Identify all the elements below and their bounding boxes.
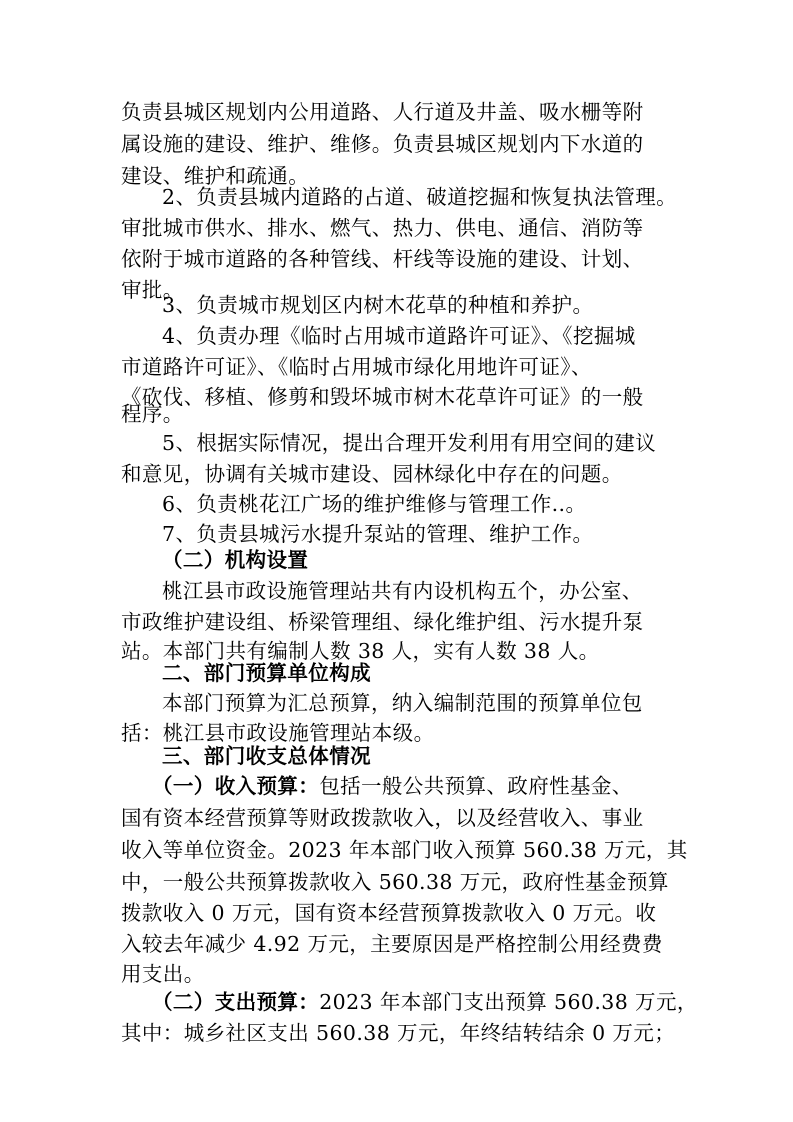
text-line: 2023 年本部门支出预算 560.38 万元，	[319, 990, 698, 1014]
list-item-5: 5、根据实际情况，提出合理开发利用有用空间的建议	[162, 431, 657, 455]
text-line: 国有资本经营预算等财政拨款收入，以及经营收入、事业	[121, 806, 644, 830]
section-heading-overall: 三、部门收支总体情况	[162, 744, 371, 768]
text-line: 市道路许可证》、《临时占用城市绿化用地许可证》、	[121, 355, 592, 379]
text-line: 入较去年减少 4.92 万元，主要原因是严格控制公用经费费	[121, 932, 663, 956]
text-line: 审批。	[121, 278, 184, 302]
text-line: 市政维护建设组、桥梁管理组、绿化维护组、污水提升泵	[121, 610, 644, 634]
text-line: 收入等单位资金。2023 年本部门收入预算 560.38 万元，其	[121, 838, 688, 862]
list-item-4: 4、负责办理《临时占用城市道路许可证》、《挖掘城	[162, 324, 636, 348]
text-line: 桃江县市政设施管理站共有内设机构五个，办公室、	[162, 579, 643, 603]
text-line: 包括一般公共预算、政府性基金、	[319, 774, 633, 798]
section-heading-org: （二）机构设置	[162, 548, 309, 572]
list-item-3: 3、负责城市规划区内树木花草的种植和养护。	[162, 293, 594, 317]
text-line: 中，一般公共预算拨款收入 560.38 万元，政府性基金预算	[121, 870, 669, 894]
text-line: 用支出。	[121, 962, 205, 986]
text-line: 负责县城区规划内公用道路、人行道及井盖、吸水栅等附	[121, 100, 644, 124]
text-line: 建设、维护和疏通。	[121, 164, 310, 188]
text-line: 依附于城市道路的各种管线、杆线等设施的建设、计划、	[121, 247, 644, 271]
list-item-2: 2、负责县城内道路的占道、破道挖掘和恢复执法管理。	[162, 185, 678, 209]
income-budget-label: （一）收入预算：	[152, 774, 320, 798]
list-item-6: 6、负责桃花江广场的维护维修与管理工作..。	[162, 492, 587, 516]
text-line: 其中：城乡社区支出 560.38 万元，年终结转结余 0 万元；	[121, 1021, 676, 1045]
text-line: 括：桃江县市政设施管理站本级。	[121, 721, 435, 745]
expense-budget-label: （二）支出预算：	[152, 990, 320, 1014]
text-line: 《砍伐、移植、修剪和毁坏城市树木花草许可证》的一般	[121, 385, 644, 409]
text-line: 拨款收入 0 万元，国有资本经营预算拨款收入 0 万元。收	[121, 901, 657, 925]
section-heading-units: 二、部门预算单位构成	[162, 661, 371, 685]
text-line: 和意见，协调有关城市建设、园林绿化中存在的问题。	[121, 462, 623, 486]
text-line: 站。本部门共有编制人数 38 人，实有人数 38 人。	[121, 639, 600, 663]
text-line: 程序。	[121, 402, 184, 426]
list-item-7: 7、负责县城污水提升泵站的管理、维护工作。	[162, 522, 594, 546]
text-line: 审批城市供水、排水、燃气、热力、供电、通信、消防等	[121, 216, 644, 240]
text-line: 本部门预算为汇总预算，纳入编制范围的预算单位包	[162, 691, 643, 715]
text-line: 属设施的建设、维护、维修。负责县城区规划内下水道的	[121, 132, 644, 156]
